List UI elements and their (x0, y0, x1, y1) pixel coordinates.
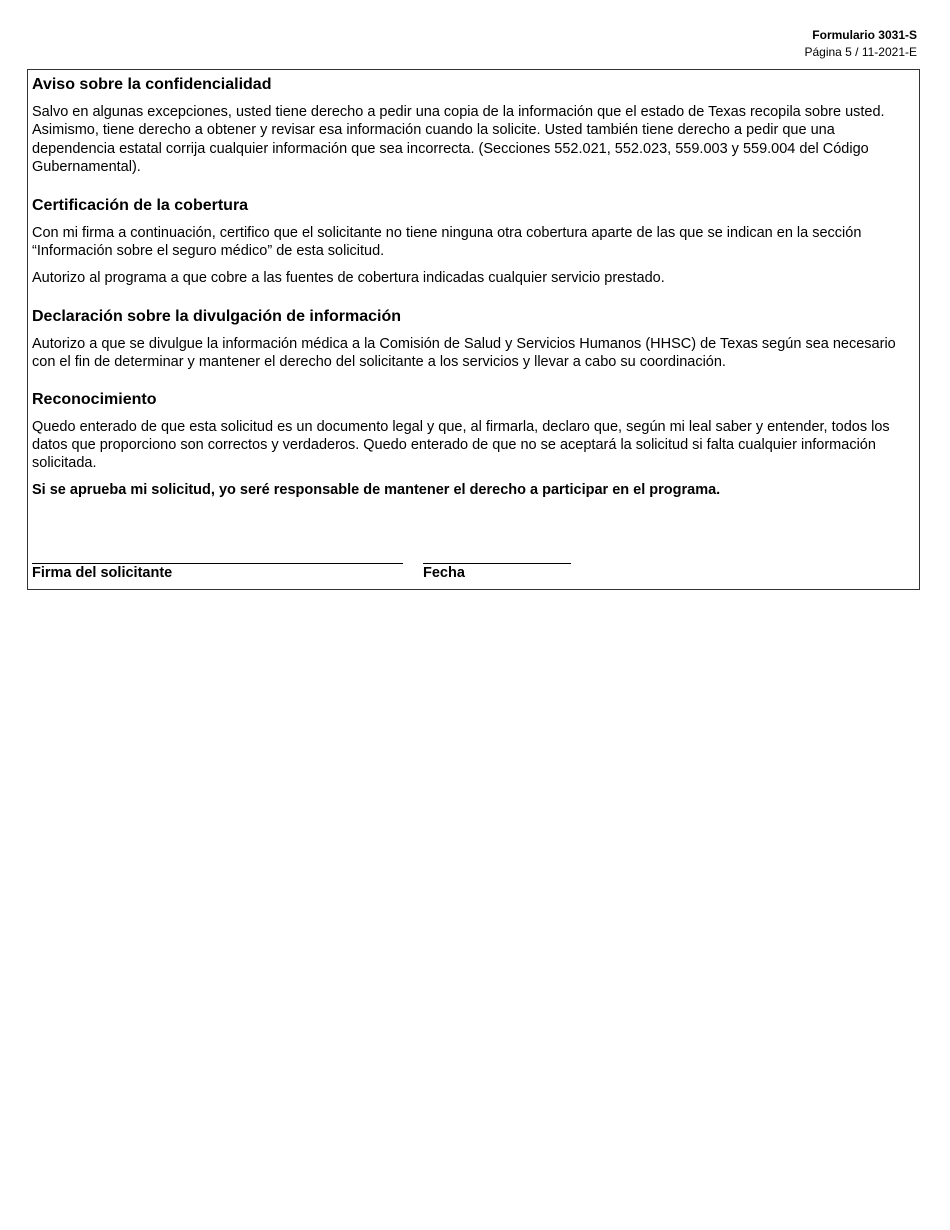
coverage-text-2: Autorizo al programa a que cobre a las fuentes de cobertura indicadas cualquier servicio prestado. (32, 270, 665, 287)
coverage-heading: Certificación de la cobertura (32, 196, 249, 214)
applicant-signature-line[interactable] (32, 563, 403, 564)
acknowledgement-text: Quedo enterado de que esta solicitud es un documento legal y que, al firmarla, declaro que, según mi leal saber y entender, todos los datos que proporciono son correctos y verdaderos. Quedo enterado de que no se aceptará la solicitud si falta cualquier información solicitada. (32, 418, 890, 472)
coverage-text-1: Con mi firma a continuación, certifico que el solicitante no tiene ninguna otra cobertura aparte de las que se indican en la sección “Información sobre el seguro médico” de esta solicitud. (32, 224, 862, 260)
disclosure-heading: Declaración sobre la divulgación de información (32, 307, 401, 325)
date-label: Fecha (423, 565, 465, 581)
confidentiality-heading: Aviso sobre la confidencialidad (32, 76, 272, 93)
disclosure-text: Autorizo a que se divulgue la información médica a la Comisión de Salud y Servicios Humanos (HHSC) de Texas según sea necesario con el fin de determinar y mantener el derecho del solicitante a los servicios y llevar a cabo su coordinación. (32, 335, 896, 371)
form-box (27, 69, 920, 590)
page-header (804, 27, 917, 61)
confidentiality-text: Salvo en algunas excepciones, usted tiene derecho a pedir una copia de la información que el estado de Texas recopila sobre usted. Asimismo, tiene derecho a obtener y revisar esa información cuando la solicite. Usted también tiene derecho a pedir que una dependencia estatal corrija cualquier información que sea incorrecta. (Secciones 552.021, 552.023, 559.003 y 559.004 del Código Gubernamental). (32, 104, 885, 176)
signature-row (32, 552, 912, 582)
date-line[interactable] (423, 563, 571, 564)
applicant-signature-label: Firma del solicitante (32, 565, 173, 581)
page-info: Página 5 / 11-2021-E (804, 45, 917, 59)
acknowledgement-bold-text: Si se aprueba mi solicitud, yo seré responsable de mantener el derecho a participar en el programa. (32, 481, 721, 498)
form-number: Formulario 3031-S (812, 28, 917, 42)
acknowledgement-heading: Reconocimiento (32, 390, 157, 408)
